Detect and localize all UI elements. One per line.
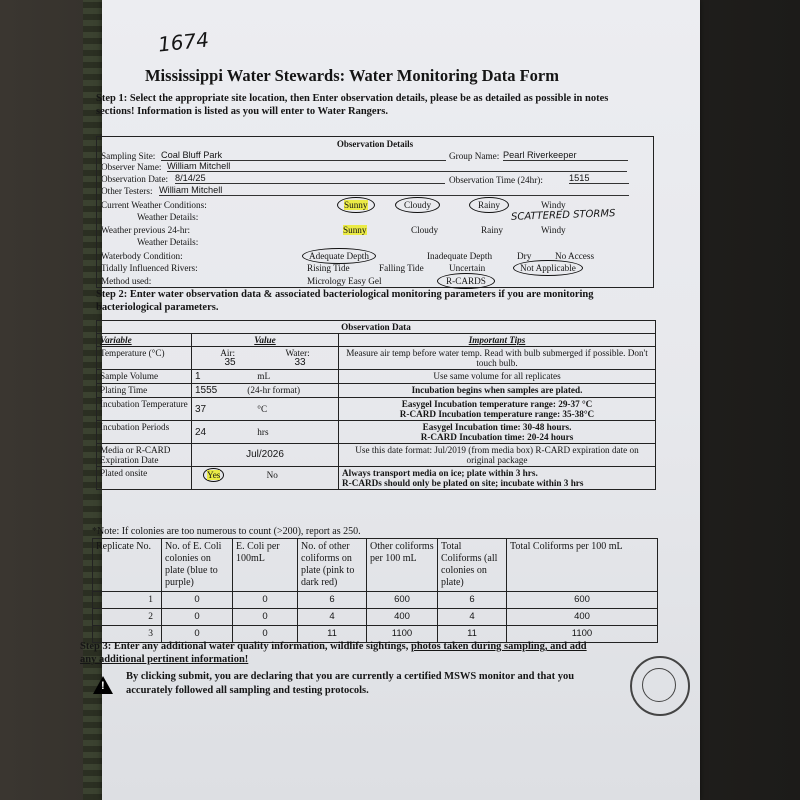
sampling-site-field[interactable]: Coal Bluff Park: [161, 150, 446, 161]
waterbody-condition-label: Waterbody Condition:: [101, 251, 183, 261]
tidal-label: Tidally Influenced Rivers:: [101, 263, 198, 273]
step3-underlined-text: photos taken during sampling, and add any additional pertinent information!: [80, 641, 587, 665]
media-expiration-field[interactable]: Jul/2026: [192, 444, 339, 467]
replicate-table: [92, 538, 658, 643]
sample-volume-unit: mL: [257, 371, 271, 381]
step1-instructions: Step 1: Select the appropriate site location, then Enter observation details, please be as detailed as possible in notes sections! Information is listed as you will enter to Water Rangers.: [96, 93, 609, 117]
sample-volume-label: Sample Volume: [97, 370, 192, 384]
sampling-site-label: Sampling Site:: [101, 151, 156, 161]
media-expiration-label: Media or R-CARD Expiration Date: [97, 444, 192, 467]
table-row: [97, 444, 656, 467]
water-label: Water:: [285, 348, 310, 358]
group-name-label: Group Name:: [449, 151, 500, 161]
table-cell[interactable]: 0: [233, 609, 298, 626]
form-title: Mississippi Water Stewards: Water Monitoring Data Form: [144, 66, 559, 85]
temperature-label: Temperature (°C): [97, 347, 192, 370]
weather-details-handwritten: SCATTERED STORMS: [510, 208, 616, 223]
water-temp-field[interactable]: 33: [294, 357, 306, 368]
observation-data-table: [96, 320, 656, 490]
rcard-plating-tip: R-CARDs should only be plated on site; incubate within 3 hrs: [342, 478, 584, 488]
replicate-number: 2: [93, 609, 162, 626]
tidal-rising-option[interactable]: Rising Tide: [307, 263, 350, 273]
incubation-period-unit: hrs: [257, 427, 269, 437]
rcard-temp-tip: R-CARD Incubation temperature range: 35-38°C: [399, 409, 595, 419]
colony-note: *Note: If colonies are too numerous to count (>200), report as 250.: [92, 526, 361, 537]
plating-time-label: Plating Time: [97, 384, 192, 398]
incubation-period-cell: [192, 421, 339, 444]
table-cell[interactable]: 400: [367, 609, 438, 626]
total-coliforms-per-100ml-header: Total Coliforms per 100 mL: [507, 539, 658, 592]
incubation-temp-label: Incubation Temperature: [97, 398, 192, 421]
table-cell[interactable]: 0: [162, 592, 233, 609]
table-cell[interactable]: 600: [507, 592, 658, 609]
observer-name-label: Observer Name:: [101, 162, 162, 172]
plated-yes-option[interactable]: Yes: [203, 468, 224, 482]
weather-previous-label: Weather previous 24-hr:: [101, 225, 191, 235]
total-coliforms-header: Total Coliforms (all colonies on plate): [438, 539, 507, 592]
table-row: [97, 384, 656, 398]
transport-tip: Always transport media on ice; plate within 3 hrs.: [342, 468, 538, 478]
declaration-text: By clicking submit, you are declaring that you are currently a certified MSWS monitor and that you accurately followed all sampling and testing protocols.: [126, 671, 575, 696]
plated-onsite-tip: [339, 467, 656, 490]
observation-date-field[interactable]: 8/14/25: [175, 173, 445, 184]
rcard-time-tip: R-CARD Incubation time: 20-24 hours: [420, 432, 574, 442]
table-cell[interactable]: 4: [298, 609, 367, 626]
easygel-time-tip: Easygel Incubation time: 30-48 hours.: [422, 422, 572, 432]
table-cell[interactable]: 600: [367, 592, 438, 609]
incubation-temp-field[interactable]: 37: [195, 404, 207, 415]
replicate-number: 3: [93, 626, 162, 643]
table-cell[interactable]: 6: [438, 592, 507, 609]
tidal-not-applicable-option[interactable]: Not Applicable: [513, 260, 583, 276]
incubation-period-field[interactable]: 24: [195, 427, 207, 438]
air-label: Air:: [220, 348, 236, 358]
sample-volume-field[interactable]: 1: [195, 371, 201, 382]
media-expiration-tip: Use this date format: Jul/2019 (from media box) R-CARD expiration date on original package: [339, 444, 656, 467]
weather-details-label: Weather Details:: [137, 212, 199, 222]
col-tips-header: Important Tips: [339, 334, 656, 347]
incubation-temp-tip: [339, 398, 656, 421]
table-row: [97, 347, 656, 370]
other-coliforms-per-100ml-header: Other coliforms per 100 mL: [367, 539, 438, 592]
replicate-header: Replicate No.: [93, 539, 162, 592]
handwritten-form-id: 1674: [156, 27, 211, 57]
table-cell[interactable]: 0: [233, 592, 298, 609]
current-weather-rainy-option[interactable]: Rainy: [469, 197, 509, 213]
method-label: Method used:: [101, 276, 152, 286]
table-cell[interactable]: 1100: [367, 626, 438, 643]
tidal-uncertain-option[interactable]: Uncertain: [449, 263, 486, 273]
table-cell[interactable]: 11: [438, 626, 507, 643]
easygel-temp-tip: Easygel Incubation temperature range: 29-37 °C: [401, 399, 593, 409]
table-cell[interactable]: 400: [507, 609, 658, 626]
observation-time-field[interactable]: 1515: [569, 173, 629, 184]
weather-previous-rainy-option[interactable]: Rainy: [481, 225, 503, 235]
table-row: [97, 421, 656, 444]
observation-data-heading: Observation Data: [97, 321, 656, 334]
temperature-tip: Measure air temp before water temp. Read with bulb submerged if possible. Don't touch bulb.: [339, 347, 656, 370]
waterbody-dry-option[interactable]: Dry: [517, 251, 532, 261]
observation-date-label: Observation Date:: [101, 174, 169, 184]
table-cell[interactable]: 1100: [507, 626, 658, 643]
replicate-number: 1: [93, 592, 162, 609]
method-easygel-option[interactable]: Micrology Easy Gel: [307, 276, 382, 286]
observation-details-box: [96, 136, 654, 288]
waterbody-inadequate-option[interactable]: Inadequate Depth: [427, 251, 493, 261]
table-row: [97, 370, 656, 384]
plating-time-cell: [192, 384, 339, 398]
air-temp-field[interactable]: 35: [224, 357, 236, 368]
current-weather-label: Current Weather Conditions:: [101, 200, 207, 210]
weather-previous-sunny-option[interactable]: Sunny: [343, 225, 367, 235]
incubation-period-label: Incubation Periods: [97, 421, 192, 444]
plating-time-unit: (24-hr format): [247, 385, 301, 395]
temperature-cell: [192, 347, 339, 370]
table-row: [93, 592, 658, 609]
weather-previous-windy-option[interactable]: Windy: [541, 225, 566, 235]
current-weather-windy-option[interactable]: Windy: [541, 200, 566, 210]
group-name-field[interactable]: Pearl Riverkeeper: [503, 150, 628, 161]
weather-previous-cloudy-option[interactable]: Cloudy: [411, 225, 439, 235]
plated-onsite-cell: [192, 467, 339, 490]
plated-onsite-label: Plated onsite: [97, 467, 192, 490]
sample-volume-tip: Use same volume for all replicates: [339, 370, 656, 384]
current-weather-cloudy-option[interactable]: Cloudy: [395, 197, 440, 213]
col-value-header: Value: [192, 334, 339, 347]
step3-text: Step 3: Enter any additional water quality information, wildlife sightings,: [80, 641, 411, 652]
plating-time-field[interactable]: 1555: [195, 385, 218, 396]
observation-details-heading: Observation Details: [336, 139, 414, 149]
sample-volume-cell: [192, 370, 339, 384]
current-weather-sunny-option[interactable]: Sunny: [337, 197, 375, 213]
observer-name-field[interactable]: William Mitchell: [167, 161, 627, 172]
tidal-falling-option[interactable]: Falling Tide: [379, 263, 424, 273]
warning-icon: !: [93, 676, 113, 694]
seal-wave-emblem: [642, 668, 676, 702]
incubation-temp-unit: °C: [257, 404, 268, 414]
ecoli-per-100ml-header: E. Coli per 100mL: [233, 539, 298, 592]
table-cell[interactable]: 11: [298, 626, 367, 643]
step2-instructions: Step 2: Enter water observation data & associated bacteriological monitoring parameters if you are monitoring bacteriological parameters.: [96, 289, 594, 313]
table-cell[interactable]: 0: [162, 609, 233, 626]
incubation-period-tip: [339, 421, 656, 444]
plating-time-tip: Incubation begins when samples are plated.: [339, 384, 656, 398]
other-coliforms-header: No. of other coliforms on plate (pink to dark red): [298, 539, 367, 592]
table-cell[interactable]: 0: [233, 626, 298, 643]
table-row: [97, 467, 656, 490]
table-row: [97, 398, 656, 421]
mississippi-water-stewards-seal: [630, 656, 690, 716]
waterbody-no-access-option[interactable]: No Access: [555, 251, 595, 261]
table-cell[interactable]: 0: [162, 626, 233, 643]
waterbody-adequate-option[interactable]: Adequate Depth: [302, 248, 376, 264]
weather-previous-details-label: Weather Details:: [137, 237, 199, 247]
ecoli-colonies-header: No. of E. Coli colonies on plate (blue to purple): [162, 539, 233, 592]
plated-no-option[interactable]: No: [266, 470, 278, 480]
observation-time-label: Observation Time (24hr):: [449, 175, 543, 185]
step3-instructions: [80, 640, 600, 666]
incubation-temp-cell: [192, 398, 339, 421]
table-row: [93, 609, 658, 626]
table-cell[interactable]: 4: [438, 609, 507, 626]
table-cell[interactable]: 6: [298, 592, 367, 609]
method-rcards-option[interactable]: R-CARDS: [437, 273, 495, 289]
col-variable-header: Variable: [97, 334, 192, 347]
other-testers-field[interactable]: William Mitchell: [159, 185, 629, 196]
other-testers-label: Other Testers:: [101, 186, 153, 196]
